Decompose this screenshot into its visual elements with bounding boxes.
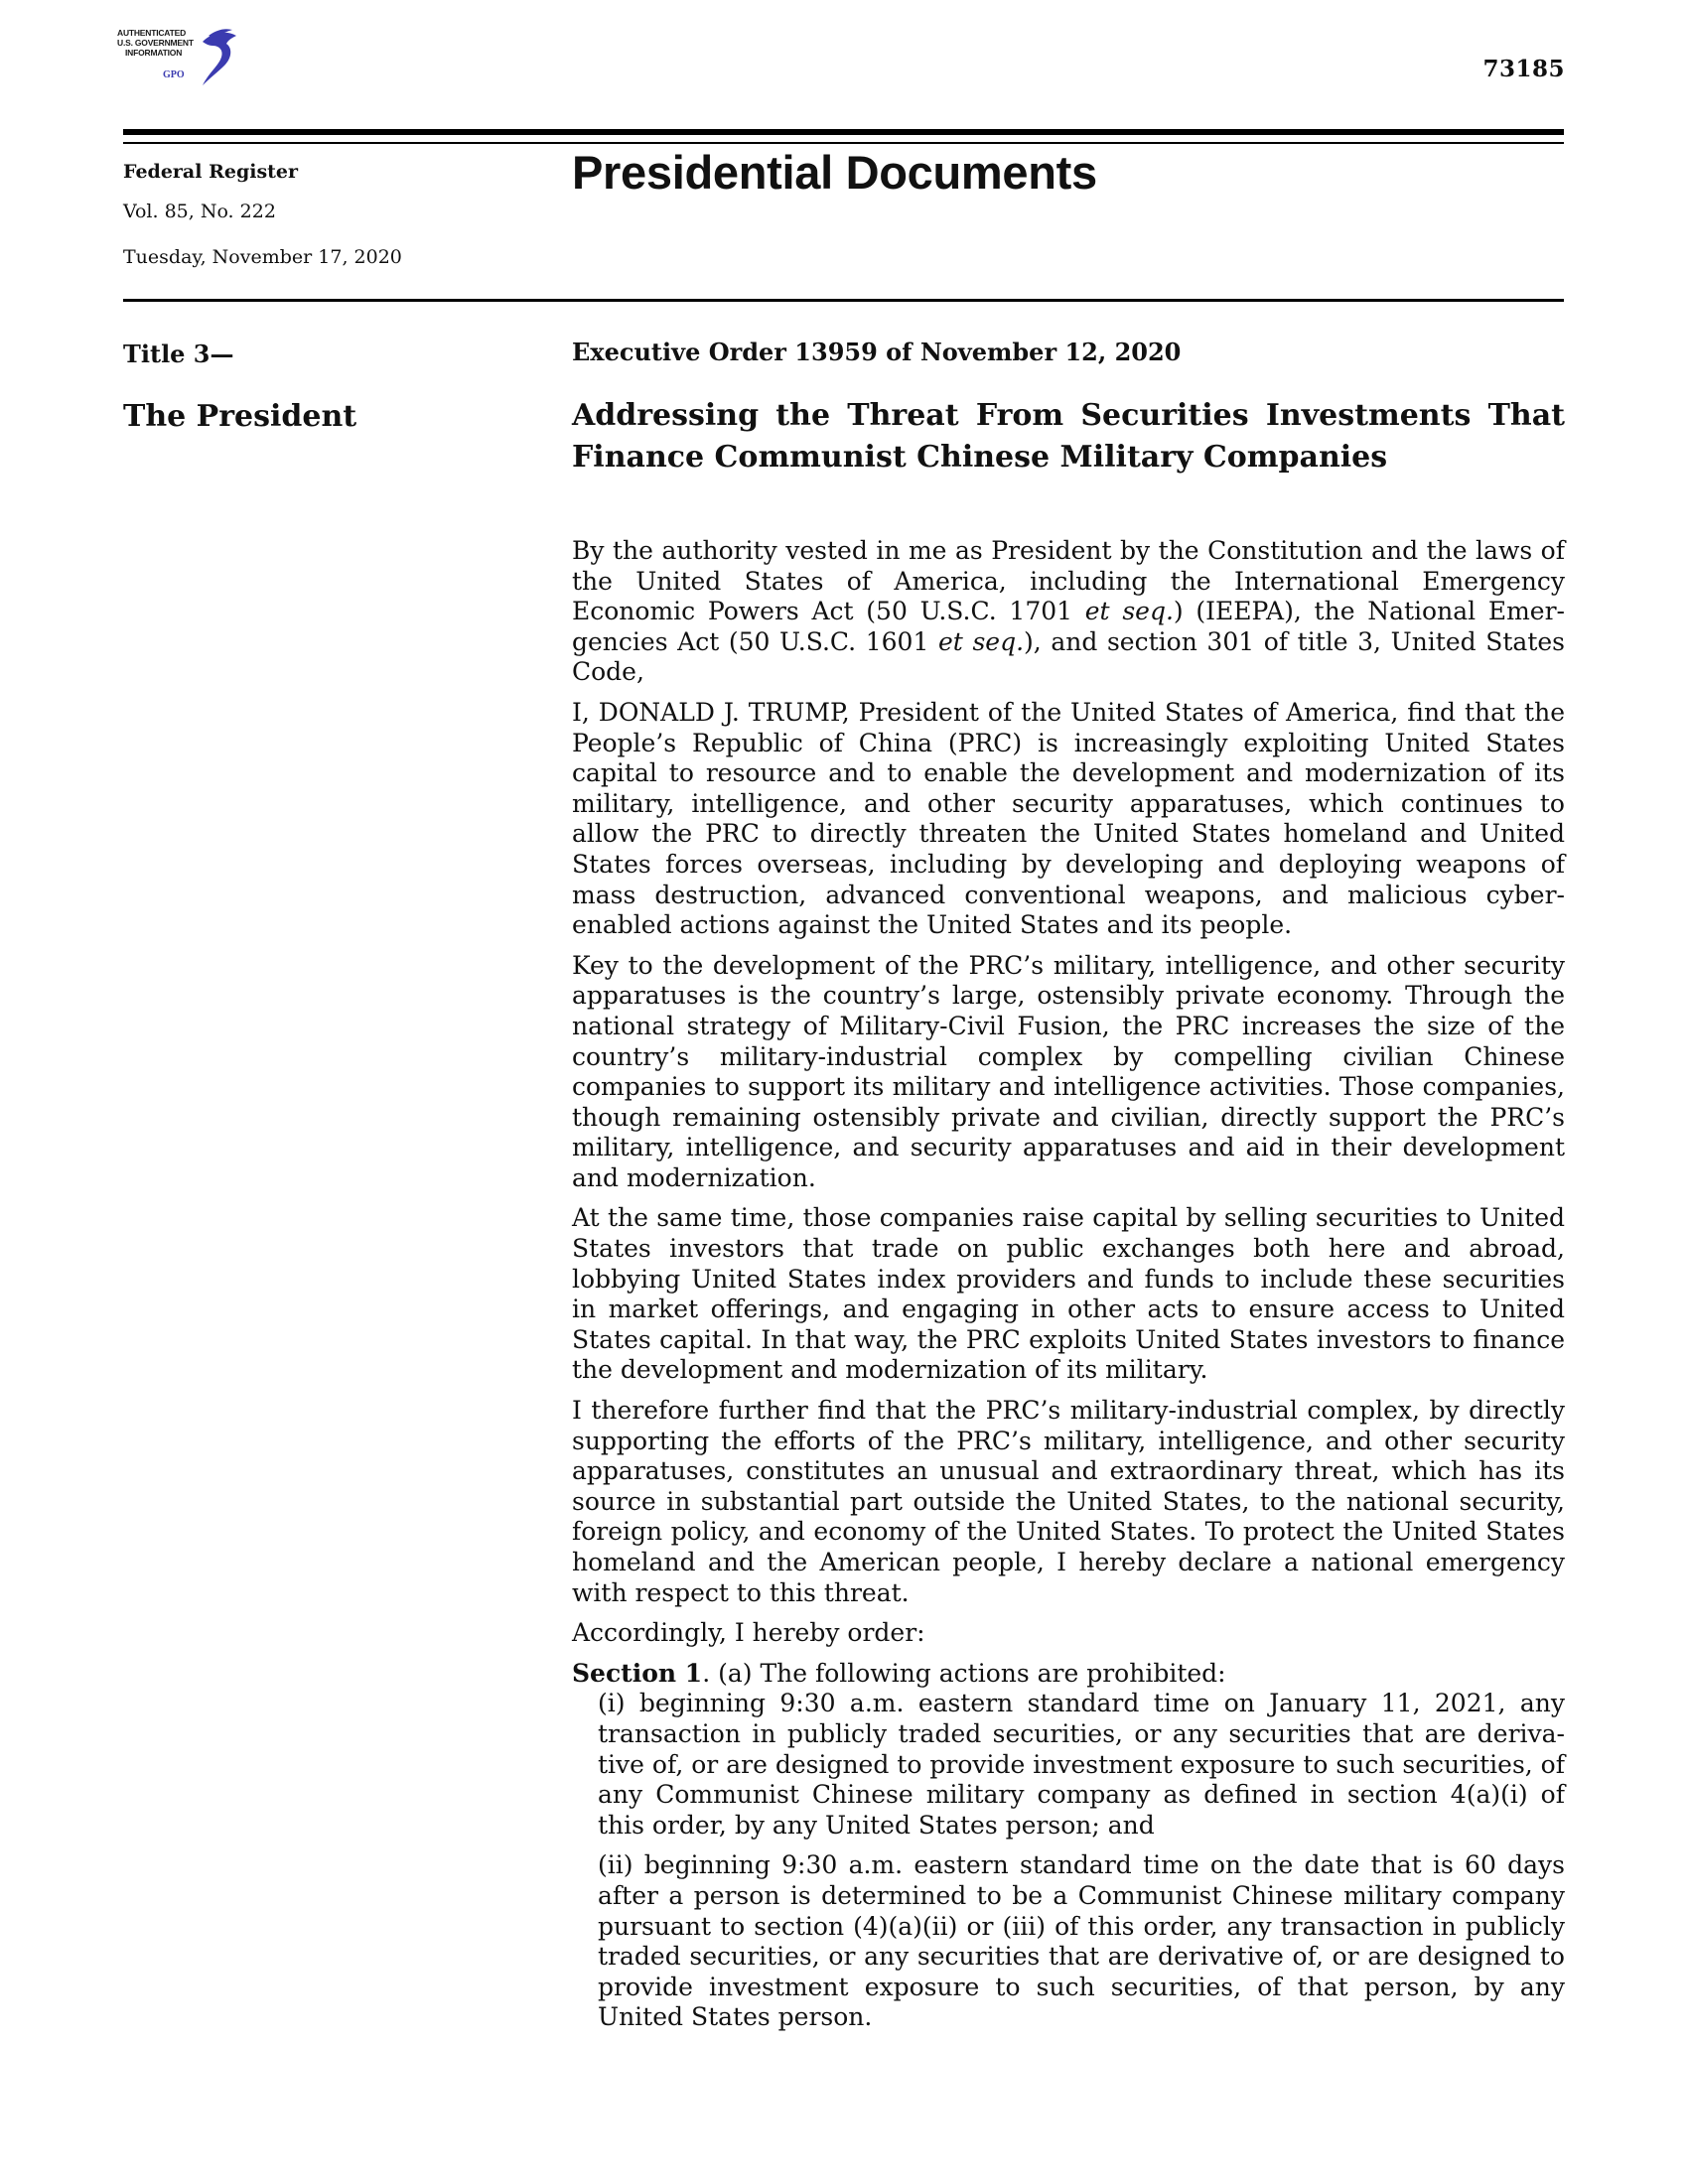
section-rule bbox=[123, 299, 1564, 302]
logo-line-3: INFORMATION bbox=[125, 48, 183, 58]
subsection-ii: (ii) beginning 9:30 a.m. eastern standard time on the date that is 60 days after a person is determined to be a Communist Chinese military company pursuant to section (4)(a)(ii) or (iii) of this order, any transaction in publicly traded securities, or any securities that are derivative of, or are designed to provide investment exposure to such securities, of that person, by any United States person. bbox=[598, 1850, 1565, 2032]
publication-name: Federal Register bbox=[123, 161, 299, 183]
paragraph-capital-raising: At the same time, those companies raise capital by selling securities to United States investors that trade on public exchanges both here and abroad, lobbying United States index providers and funds to include these securities in market offerings, and engaging in other acts to ensure access to United States capital. In that way, the PRC exploits United States investors to finance the development and modernization of its military. bbox=[572, 1203, 1565, 1385]
paragraph-key-development: Key to the development of the PRC’s military, intelligence, and other security apparatuses is the country’s large, ostensibly private economy. Through the national strategy of Military-Civil Fusion, the PRC increases the size of the country’s military-industrial complex by compelling civilian Chinese companies to support its military and intelligence activities. Those companies, though remaining ostensibly private and civilian, directly support the PRC’s military, intelligence, and security apparatuses and aid in their development and modernization. bbox=[572, 950, 1565, 1192]
subsection-i: (i) beginning 9:30 a.m. eastern standard time on January 11, 2021, any transaction in publicly traded securities, or any securities that are derivative of, or are designed to provide investment exposure to such securities, of any Communist Chinese military company as defined in section 4(a)(i) of this order, by any United States person; and bbox=[598, 1689, 1565, 1840]
paragraph-authority bbox=[572, 536, 1565, 688]
eagle-icon bbox=[199, 28, 242, 89]
logo-line-2: U.S. GOVERNMENT bbox=[117, 38, 194, 48]
italic-run: et seq. bbox=[1084, 597, 1174, 626]
page-number: 73185 bbox=[1482, 56, 1565, 82]
document-body bbox=[572, 536, 1565, 2043]
logo-line-1: AUTHENTICATED bbox=[117, 28, 187, 38]
title-number: Title 3— bbox=[123, 340, 234, 368]
header-rule-thick bbox=[123, 129, 1564, 135]
publication-date: Tuesday, November 17, 2020 bbox=[123, 246, 402, 268]
logo-agency: GPO bbox=[163, 69, 185, 80]
section-text: . (a) The following actions are prohibited: bbox=[702, 1658, 1226, 1688]
gpo-authentication-logo bbox=[117, 28, 236, 97]
executive-order-title: Addressing the Threat From Securities Investments That Finance Communist Chinese Military Companies bbox=[572, 398, 1565, 475]
section-title: Presidential Documents bbox=[572, 146, 1097, 199]
section-1-heading bbox=[572, 1659, 1565, 1690]
text-run: ) (IEEPA), the National Emergencies Act (50 U.S.C. 1601 bbox=[572, 597, 1565, 656]
executive-order-line: Executive Order 13959 of November 12, 2020 bbox=[572, 338, 1182, 366]
section-label: Section 1 bbox=[572, 1658, 703, 1688]
paragraph-finding: I, DONALD J. TRUMP, President of the United States of America, find that the People’s Republic of China (PRC) is increasingly exploiting United States capital to resource and to enable the development and modernization of its military, intelligence, and other security apparatuses, which continues to allow the PRC to directly threaten the United States homeland and United States forces overseas, including by developing and deploying weapons of mass destruction, advanced conventional weapons, and malicious cyber-enabled actions against the United States and its people. bbox=[572, 697, 1565, 940]
volume-number: Vol. 85, No. 222 bbox=[123, 201, 276, 222]
italic-run: et seq. bbox=[937, 626, 1025, 656]
header-rule-thin bbox=[123, 142, 1564, 144]
paragraph-national-emergency: I therefore further find that the PRC’s military-industrial complex, by directly supporting the efforts of the PRC’s military, intelligence, and other security apparatuses, constitutes an unusual and extraordinary threat, which has its source in substantial part outside the United States, to the national security, foreign policy, and economy of the United States. To protect the United States homeland and the American people, I hereby declare a national emergency with respect to this threat. bbox=[572, 1396, 1565, 1607]
text-run: By the authority vested in me as President by the Constitution and the laws of the United States of America, including the International Emergency Economic Powers Act (50 U.S.C. 1701 bbox=[572, 536, 1565, 626]
text-run: ), and section 301 of title 3, United States Code, bbox=[572, 626, 1565, 687]
title-subject: The President bbox=[123, 399, 357, 434]
paragraph-accordingly: Accordingly, I hereby order: bbox=[572, 1618, 925, 1648]
